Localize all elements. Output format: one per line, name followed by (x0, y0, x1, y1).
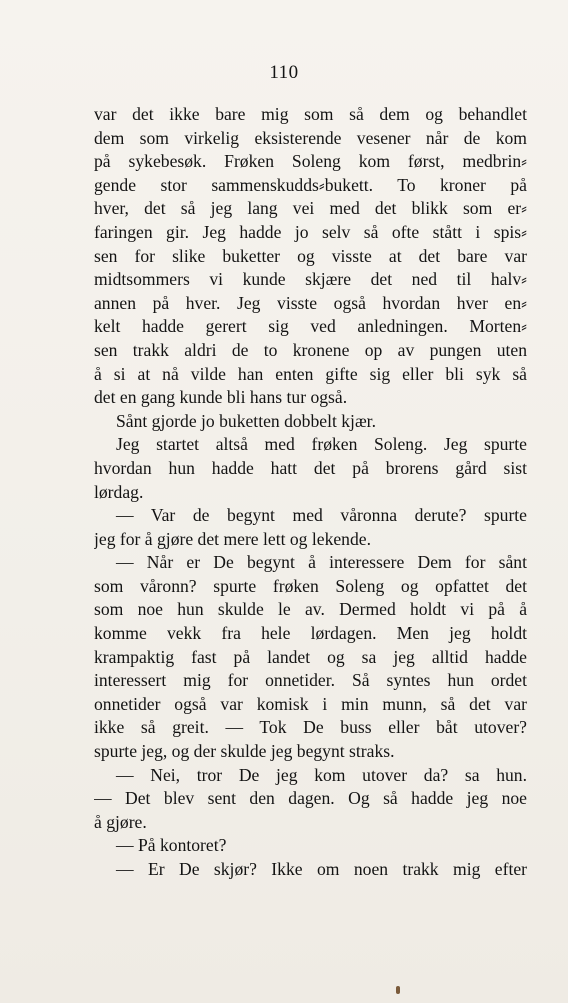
text-line: interessert mig for onnetider. Så syntes hun ordet (94, 670, 527, 691)
text-line: midtsommers vi kunde skjære det ned til halv⸗ (94, 269, 527, 290)
text-line: onnetider også var komisk i min munn, så det var (94, 693, 527, 714)
text-line: komme vekk fra hele lørdagen. Men jeg holdt (94, 623, 527, 644)
text-line: Sånt gjorde jo buketten dobbelt kjær. (116, 410, 376, 431)
text-line: — Var de begynt med våronna derute? spurte (116, 505, 527, 526)
text-line: kelt hadde gerert sig ved anledningen. Morten⸗ (94, 316, 527, 337)
text-line: ikke så greit. — Tok De buss eller båt utover? (94, 717, 527, 738)
text-line: krampaktig fast på landet og sa jeg alltid hadde (94, 646, 527, 667)
text-line: Jeg startet altså med frøken Soleng. Jeg spurte (116, 434, 527, 455)
text-line: — Er De skjør? Ikke om noen trakk mig efter (116, 859, 527, 879)
page-number: 110 (269, 62, 299, 83)
text-line: var det ikke bare mig som så dem og behandlet (94, 104, 527, 124)
text-line: hvordan hun hadde hatt det på brorens gård sist (94, 457, 527, 478)
text-line: som noe hun skulde le av. Dermed holdt vi på å (94, 599, 527, 620)
text-line: faringen gir. Jeg hadde jo selv så ofte stått i spis⸗ (94, 221, 527, 242)
text-line: å gjøre. (94, 811, 147, 832)
text-line: på sykebesøk. Frøken Soleng kom først, medbrin⸗ (94, 151, 527, 172)
text-line: som våronn? spurte frøken Soleng og opfattet det (94, 575, 527, 596)
text-line: lørdag. (94, 481, 144, 502)
text-line: hver, det så jeg lang vei med det blikk som er⸗ (94, 198, 527, 219)
text-line: dem som virkelig eksisterende vesener når de kom (94, 127, 527, 148)
text-line: sen for slike buketter og visste at det bare var (94, 245, 527, 266)
text-line: sen trakk aldri de to kronene op av pungen uten (94, 339, 527, 360)
text-line: det en gang kunde bli hans tur også. (94, 387, 348, 408)
text-line: — Når er De begynt å interessere Dem for sånt (116, 552, 527, 573)
text-line: spurte jeg, og der skulde jeg begynt straks. (94, 741, 395, 762)
text-line: jeg for å gjøre det mere lett og lekende. (94, 528, 371, 549)
text-line: gende stor sammenskudds⸗bukett. To kroner på (94, 174, 527, 195)
text-line: å si at nå vilde han enten gifte sig eller bli syk så (94, 363, 527, 384)
text-line: annen på hver. Jeg visste også hvordan hver en⸗ (94, 292, 527, 313)
body-text (94, 103, 527, 882)
text-line: — Det blev sent den dagen. Og så hadde jeg noe (94, 788, 527, 809)
text-line: — Nei, tror De jeg kom utover da? sa hun. (116, 764, 527, 785)
paper-speck (396, 986, 400, 994)
text-line: — På kontoret? (116, 835, 227, 856)
